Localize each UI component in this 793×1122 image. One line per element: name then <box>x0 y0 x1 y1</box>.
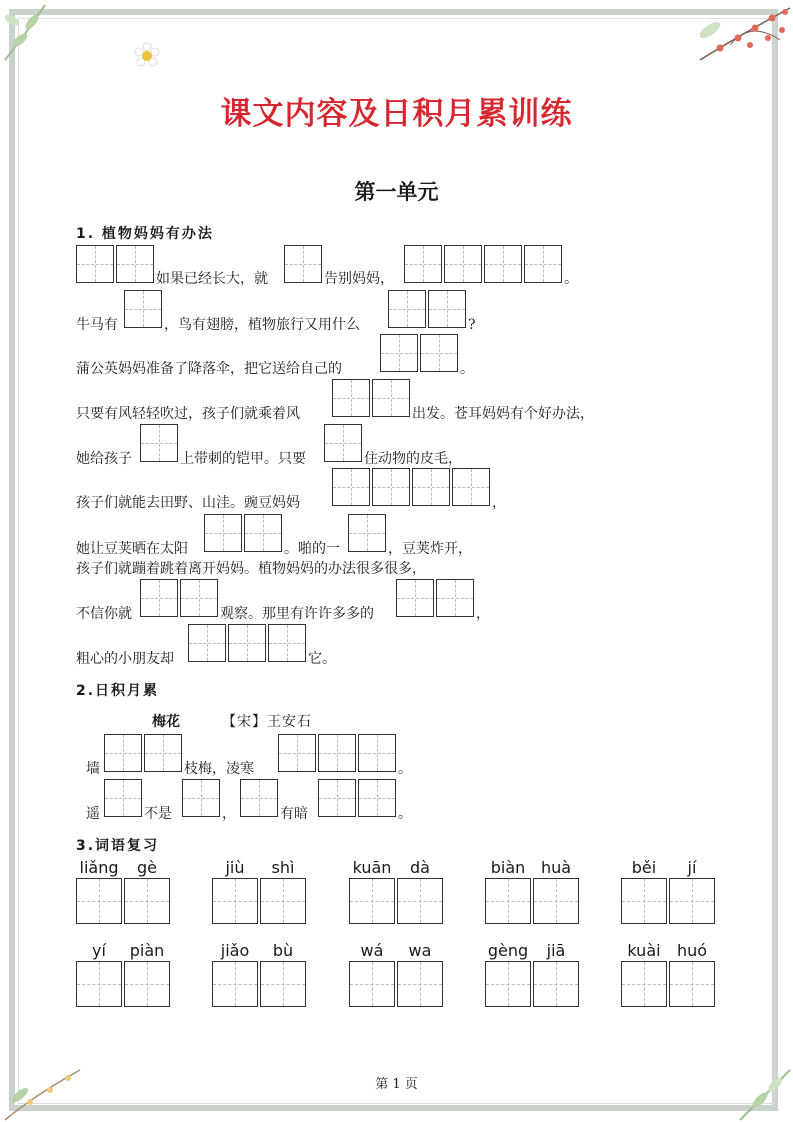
pinyin: jiā <box>546 941 566 960</box>
pinyin: wá <box>360 941 384 960</box>
pinyin: jiù <box>225 858 245 877</box>
vocab-grid[interactable] <box>485 961 581 1007</box>
writing-grid[interactable] <box>140 579 220 617</box>
section-heading: 3.词语复习 <box>76 838 160 854</box>
text-line: 。啪的一 <box>284 541 340 557</box>
text-line: 枝梅，凌寒 <box>184 761 254 777</box>
text-line: 牛马有 <box>76 317 118 333</box>
text-line: ，鸟有翅膀，植物旅行又用什么 <box>164 317 360 333</box>
text-line: ， <box>222 806 236 822</box>
text-line: 孩子们就能去田野、山洼。豌豆妈妈 <box>76 495 300 511</box>
daisy-icon <box>133 42 161 70</box>
writing-grid[interactable] <box>104 734 184 772</box>
pinyin: jí <box>687 858 697 877</box>
text-line: 住动物的皮毛， <box>364 451 462 467</box>
text-line: 粗心的小朋友却 <box>76 651 174 667</box>
page-title: 课文内容及日积月累训练 <box>220 96 573 132</box>
writing-grid[interactable] <box>188 624 308 662</box>
text-line: 它。 <box>308 651 336 667</box>
text-line: 蒲公英妈妈准备了降落伞，把它送给自己的 <box>76 361 342 377</box>
text-line: 墙 <box>86 761 100 777</box>
text-line: 她给孩子 <box>76 451 132 467</box>
vocab-grid[interactable] <box>621 961 717 1007</box>
pinyin: biàn <box>490 858 526 877</box>
text-line: 有暗 <box>280 806 308 822</box>
pinyin: běi <box>631 858 657 877</box>
text-line: 不是 <box>144 806 172 822</box>
vocab-grid[interactable] <box>349 878 445 924</box>
text-line: 。 <box>564 271 578 287</box>
pinyin: gèng <box>487 941 529 960</box>
pinyin: gè <box>137 858 157 877</box>
writing-grid[interactable] <box>76 245 156 283</box>
vocab-grid[interactable] <box>76 961 172 1007</box>
text-line: ? <box>468 317 476 333</box>
writing-grid[interactable] <box>380 334 460 372</box>
vocab-grid[interactable] <box>212 878 308 924</box>
pinyin: kuài <box>627 941 661 960</box>
writing-grid[interactable] <box>318 779 398 817</box>
pinyin: liǎng <box>79 858 119 877</box>
pinyin: bù <box>272 941 294 960</box>
writing-grid[interactable] <box>182 779 222 817</box>
text-line: 。 <box>398 806 412 822</box>
text-line: 告别妈妈， <box>324 271 394 287</box>
pinyin: piàn <box>129 941 165 960</box>
vocab-grid[interactable] <box>349 961 445 1007</box>
writing-grid[interactable] <box>388 290 468 328</box>
text-line: 遥 <box>86 806 100 822</box>
pinyin: kuān <box>352 858 392 877</box>
text-line: 出发。苍耳妈妈有个好办法， <box>412 406 594 422</box>
pinyin: huó <box>676 941 708 960</box>
vocab-grid[interactable] <box>485 878 581 924</box>
writing-grid[interactable] <box>332 468 492 506</box>
text-line: 她让豆荚晒在太阳 <box>76 541 188 557</box>
unit-heading: 第一单元 <box>354 179 439 204</box>
writing-grid[interactable] <box>332 379 412 417</box>
text-line: 不信你就 <box>76 606 132 622</box>
text-line: 。 <box>460 361 474 377</box>
text-line: ，豆荚炸开， <box>388 541 472 557</box>
writing-grid[interactable] <box>396 579 476 617</box>
pinyin: shì <box>271 858 295 877</box>
text-line: ， <box>492 495 506 511</box>
flower-branch-icon <box>690 0 793 70</box>
text-line: 上带刺的铠甲。只要 <box>180 451 306 467</box>
text-line: ， <box>476 606 490 622</box>
vocab-grid[interactable] <box>621 878 717 924</box>
writing-grid[interactable] <box>204 514 284 552</box>
section-heading: 2.日积月累 <box>76 683 160 699</box>
vocab-grid[interactable] <box>76 878 172 924</box>
text-line: 。 <box>398 761 412 777</box>
text-line: 观察。那里有许许多多的 <box>220 606 374 622</box>
text-line: 只要有风轻轻吹过，孩子们就乘着风 <box>76 406 300 422</box>
pinyin: jiǎo <box>220 941 250 960</box>
poem-title: 梅花 <box>152 714 180 730</box>
poem-author: 【宋】王安石 <box>222 714 312 730</box>
text-line: 孩子们就蹦着跳着离开妈妈。植物妈妈的办法很多很多， <box>76 561 426 577</box>
writing-grid[interactable] <box>324 424 364 462</box>
writing-grid[interactable] <box>104 779 144 817</box>
writing-grid[interactable] <box>278 734 398 772</box>
pinyin: wa <box>408 941 432 960</box>
leaf-sprig-icon <box>0 0 70 70</box>
section-heading: 1. 植物妈妈有办法 <box>76 226 214 242</box>
vocab-grid[interactable] <box>212 961 308 1007</box>
pinyin: huà <box>540 858 572 877</box>
writing-grid[interactable] <box>404 245 564 283</box>
pinyin: yí <box>92 941 106 960</box>
page-number: 第 1 页 <box>375 1077 418 1092</box>
writing-grid[interactable] <box>348 514 388 552</box>
text-line: 如果已经长大，就 <box>156 271 268 287</box>
writing-grid[interactable] <box>124 290 164 328</box>
writing-grid[interactable] <box>284 245 324 283</box>
writing-grid[interactable] <box>240 779 280 817</box>
pinyin: dà <box>410 858 430 877</box>
writing-grid[interactable] <box>140 424 180 462</box>
